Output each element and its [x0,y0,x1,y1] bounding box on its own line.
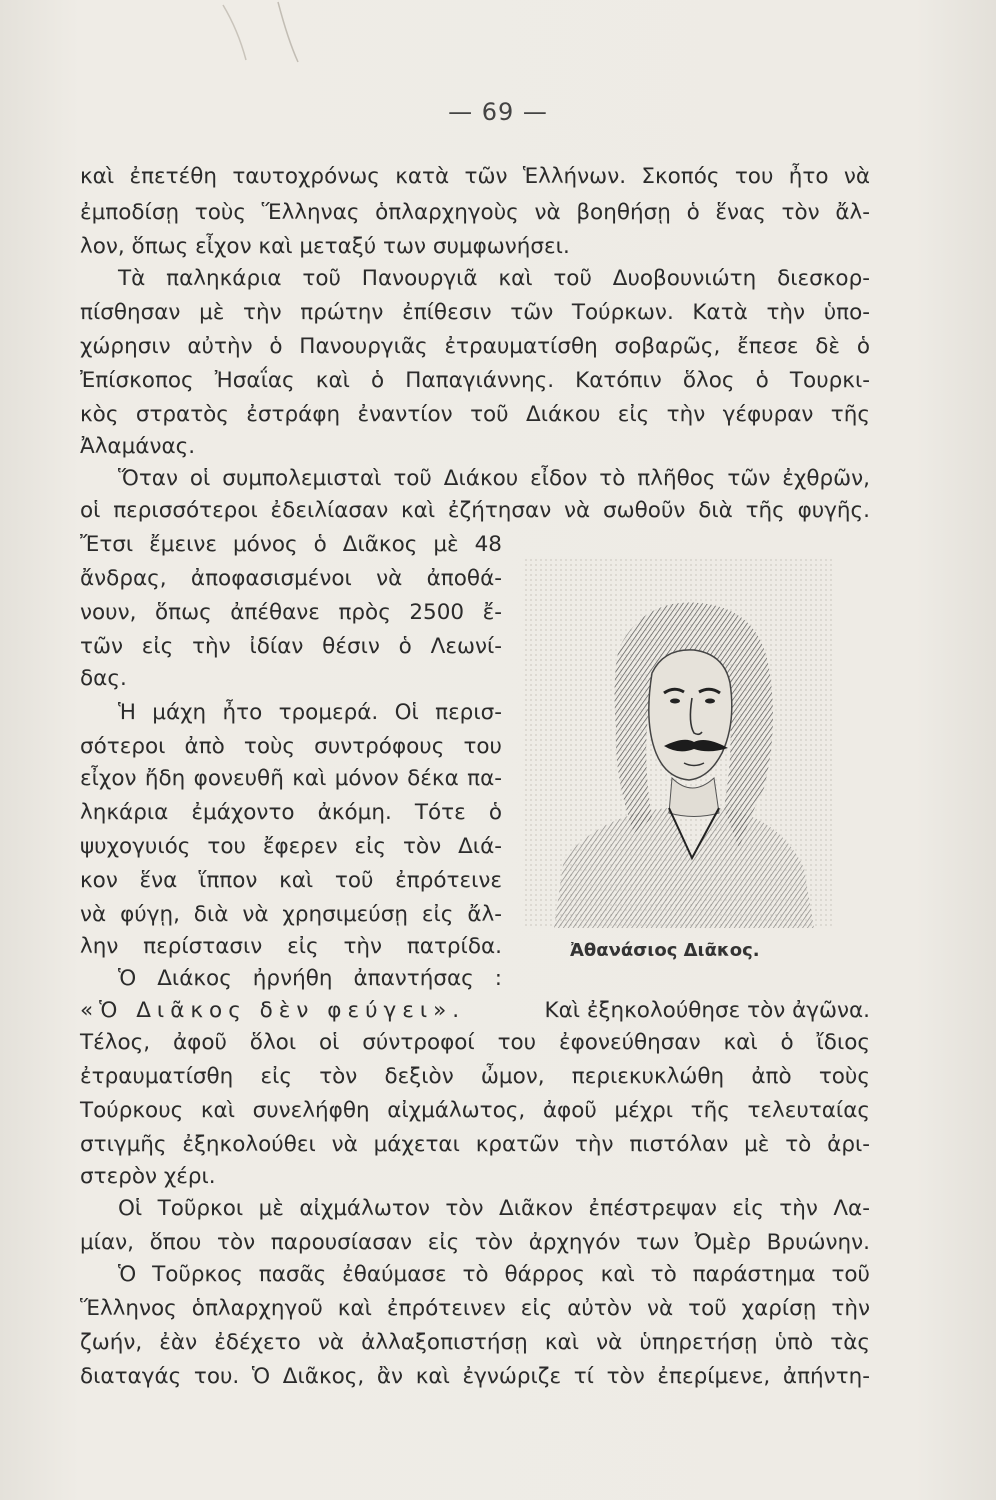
text-line: Ἀλαμάνας. [80,434,196,459]
text-line: νουν, ὅπως ἀπέθανε πρὸς 2500 ἔ- [80,600,502,625]
text-line: ψυχογυιός του ἔφερεν εἰς τὸν Διά- [80,834,502,859]
quote-line [80,994,870,1028]
text-line: δας. [80,666,127,691]
text-line: σότεροι ἀπὸ τοὺς συντρόφους του [80,734,502,759]
text-line: Τὰ παληκάρια τοῦ Πανουργιᾶ καὶ τοῦ Δυοβουνιώτη διεσκορ- [118,266,870,291]
text-line: Ἡ μάχη ἦτο τρομερά. Οἱ περισ- [118,700,502,725]
quote-text: «Ὁ Διᾶκος δὲν φεύγει». [80,998,466,1023]
text-line: Ἐπίσκοπος Ἠσαΐας καὶ ὁ Παπαγιάννης. Κατόπιν ὅλος ὁ Τουρκι- [80,368,870,393]
text-line: λον, ὅπως εἶχον καὶ μεταξύ των συμφωνήσει. [80,234,570,259]
text-line: κὸς στρατὸς ἐστράφη ἐναντίον τοῦ Διάκου εἰς τὴν γέφυραν τῆς [80,402,870,427]
text-line: κον ἕνα ἵππον καὶ τοῦ ἐπρότεινε [80,868,502,893]
text-line: ληκάρια ἐμάχοντο ἀκόμη. Τότε ὁ [80,800,502,825]
text-line: Ἔτσι ἔμεινε μόνος ὁ Διᾶκος μὲ 48 [80,532,502,557]
quote-continuation: Καὶ ἐξηκολούθησε τὸν ἀγῶνα. [544,998,870,1023]
text-line: στιγμῆς ἐξηκολούθει νὰ μάχεται κρατῶν τὴν πιστόλαν μὲ τὸ ἀρι- [80,1132,870,1157]
text-line: καὶ ἐπετέθη ταυτοχρόνως κατὰ τῶν Ἑλλήνων. Σκοπός του ἦτο νὰ [80,164,870,189]
text-line: Ἕλληνος ὁπλαρχηγοῦ καὶ ἐπρότεινεν εἰς αὐτὸν νὰ τοῦ χαρίσῃ τὴν [80,1296,870,1321]
text-line: ἐμποδίσῃ τοὺς Ἕλληνας ὁπλαρχηγοὺς νὰ βοηθήσῃ ὁ ἕνας τὸν ἄλ- [80,200,870,225]
text-line: πίσθησαν μὲ τὴν πρώτην ἐπίθεσιν τῶν Τούρκων. Κατὰ τὴν ὑπο- [80,300,870,325]
portrait-caption: Ἀθανάσιος Διᾶκος. [570,940,760,961]
text-line: χώρησιν αὐτὴν ὁ Πανουργιᾶς ἐτραυματίσθη σοβαρῶς, ἔπεσε δὲ ὁ [80,334,870,359]
text-line: οἱ περισσότεροι ἐδειλίασαν καὶ ἐζήτησαν νὰ σωθοῦν διὰ τῆς φυγῆς. [80,498,870,523]
text-line: Τέλος, ἀφοῦ ὅλοι οἱ σύντροφοί του ἐφονεύθησαν καὶ ὁ ἴδιος [80,1030,870,1055]
text-line: Ὁ Τοῦρκος πασᾶς ἐθαύμασε τὸ θάρρος καὶ τὸ παράστημα τοῦ [118,1262,870,1287]
text-line: ἐτραυματίσθη εἰς τὸν δεξιὸν ὦμον, περιεκυκλώθη ἀπὸ τοὺς [80,1064,870,1089]
text-line: Ὁ Διάκος ἠρνήθη ἀπαντήσας : [118,966,502,991]
text-line: τῶν εἰς τὴν ἰδίαν θέσιν ὁ Λεωνί- [80,634,502,659]
text-line: ζωήν, ἐὰν ἐδέχετο νὰ ἀλλαξοπιστήσῃ καὶ νὰ ὑπηρετήσῃ ὑπὸ τὰς [80,1330,870,1355]
text-line: Οἱ Τοῦρκοι μὲ αἰχμάλωτον τὸν Διᾶκον ἐπέστρεψαν εἰς τὴν Λα- [118,1196,870,1221]
text-line: στερὸν χέρι. [80,1164,216,1189]
text-line: νὰ φύγῃ, διὰ νὰ χρησιμεύσῃ εἰς ἄλ- [80,902,502,927]
text-line: Ὅταν οἱ συμπολεμισταὶ τοῦ Διάκου εἶδον τὸ πλῆθος τῶν ἐχθρῶν, [118,466,870,491]
text-line: διαταγάς του. Ὁ Διᾶκος, ἂν καὶ ἐγνώριζε τί τὸν ἐπερίμενε, ἀπήντη- [80,1364,870,1389]
pencil-mark [218,0,308,70]
portrait-illustration [524,558,834,928]
text-line: ἄνδρας, ἀποφασισμένοι νὰ ἀποθά- [80,566,502,591]
text-line: μίαν, ὅπου τὸν παρουσίασαν εἰς τὸν ἀρχηγόν των Ὀμὲρ Βρυώνην. [80,1230,870,1255]
page-number: — 69 — [448,98,548,126]
text-line: λην περίστασιν εἰς τὴν πατρίδα. [80,934,502,959]
text-line: εἶχον ἤδη φονευθῆ καὶ μόνον δέκα πα- [80,766,502,791]
text-line: Τούρκους καὶ συνελήφθη αἰχμάλωτος, ἀφοῦ μέχρι τῆς τελευταίας [80,1098,870,1123]
